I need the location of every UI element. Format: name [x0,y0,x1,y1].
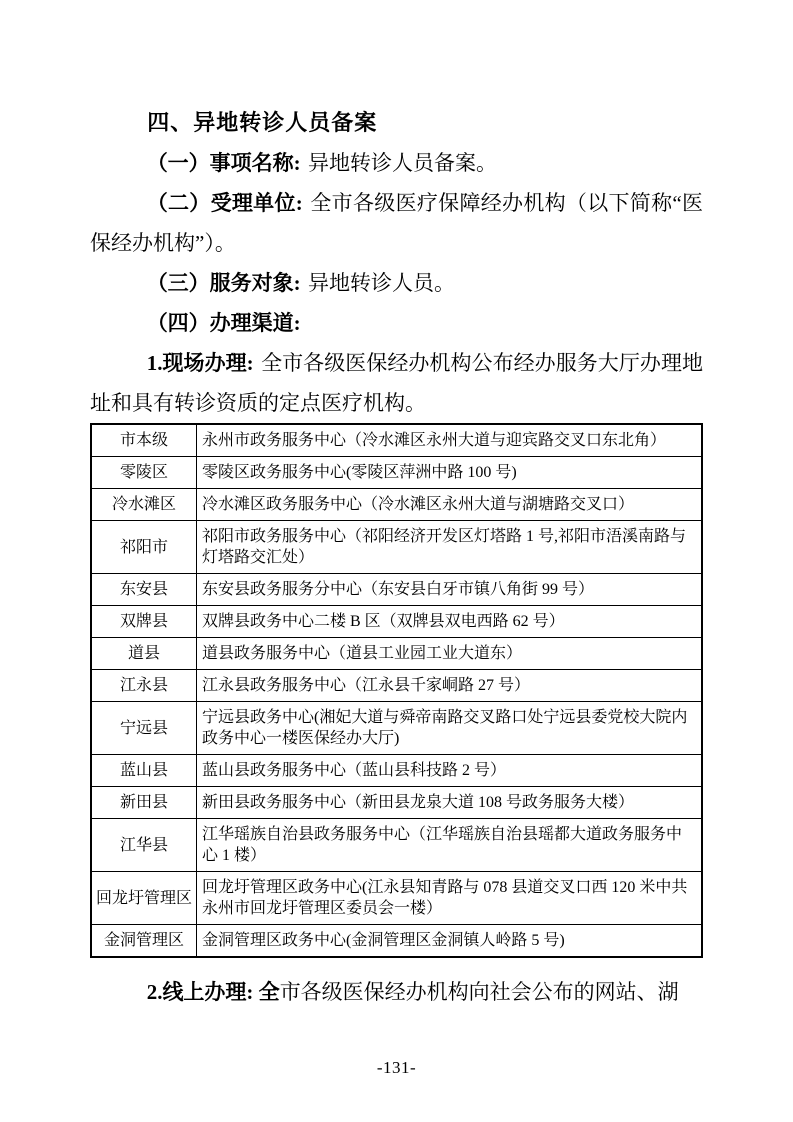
address-cell: 江永县政务服务中心（江永县千家峒路 27 号） [197,670,703,702]
office-table-body [91,424,702,957]
table-row [91,670,702,702]
region-cell: 东安县 [91,574,197,606]
table-row [91,925,702,958]
region-cell: 市本级 [91,424,197,457]
region-cell: 祁阳市 [91,521,197,574]
paragraph [90,343,703,423]
table-row [91,702,702,755]
table-row [91,872,702,925]
paragraph [90,303,703,343]
table-row [91,606,702,638]
region-cell: 回龙圩管理区 [91,872,197,925]
address-cell: 永州市政务服务中心（冷水滩区永州大道与迎宾路交叉口东北角） [197,424,703,457]
paragraph-label: （二）受理单位: [146,191,303,215]
paragraph [90,263,703,303]
paragraph [90,183,703,263]
section-heading: 四、异地转诊人员备案 [147,110,378,135]
address-cell: 蓝山县政务服务中心（蓝山县科技路 2 号） [197,755,703,787]
paragraph-text: 异地转诊人员。 [308,271,456,295]
address-cell: 道县政务服务中心（道县工业园工业大道东） [197,638,703,670]
address-cell: 祁阳市政务服务中心（祁阳经济开发区灯塔路 1 号,祁阳市浯溪南路与灯塔路交汇处） [197,521,703,574]
closing-paragraph-label: 2.线上办理: 全 [146,980,280,1004]
address-cell: 零陵区政务服务中心(零陵区萍洲中路 100 号) [197,457,703,489]
address-cell: 回龙圩管理区政务中心(江永县知青路与 078 县道交叉口西 120 米中共永州市回龙圩管理区委员会一楼） [197,872,703,925]
intro-paragraphs [90,143,703,423]
region-cell: 宁远县 [91,702,197,755]
table-row [91,489,702,521]
paragraph-label: 1.现场办理: [146,351,254,375]
closing-paragraph-text: 市各级医保经办机构向社会公布的网站、湖 [279,980,679,1004]
region-cell: 零陵区 [91,457,197,489]
table-row [91,457,702,489]
page-number: -131- [376,1058,417,1077]
paragraph-label: （四）办理渠道: [146,311,301,335]
address-cell: 金洞管理区政务中心(金洞管理区金洞镇人岭路 5 号) [197,925,703,958]
address-cell: 新田县政务服务中心（新田县龙泉大道 108 号政务服务大楼） [197,787,703,819]
service-center-table [90,423,703,958]
address-cell: 江华瑶族自治县政务服务中心（江华瑶族自治县瑶都大道政务服务中心 1 楼） [197,819,703,872]
address-cell: 双牌县政务中心二楼 B 区（双牌县双电西路 62 号） [197,606,703,638]
region-cell: 金洞管理区 [91,925,197,958]
address-cell: 宁远县政务中心(湘妃大道与舜帝南路交叉路口处宁远县委党校大院内政务中心一楼医保经办大厅) [197,702,703,755]
table-row [91,638,702,670]
region-cell: 蓝山县 [91,755,197,787]
address-cell: 冷水滩区政务服务中心（冷水滩区永州大道与湖塘路交叉口） [197,489,703,521]
table-row [91,819,702,872]
paragraph-text: 全市各级医疗保障经办机构（以下简称“医保经办机构”）。 [90,191,703,255]
region-cell: 江华县 [91,819,197,872]
paragraph-label: （一）事项名称: [146,151,301,175]
table-row [91,755,702,787]
region-cell: 道县 [91,638,197,670]
address-cell: 东安县政务服务分中心（东安县白牙市镇八角街 99 号） [197,574,703,606]
table-row [91,521,702,574]
paragraph-text: 异地转诊人员备案。 [308,151,498,175]
table-row [91,424,702,457]
region-cell: 双牌县 [91,606,197,638]
table-row [91,574,702,606]
paragraph-text: 全市各级医保经办机构公布经办服务大厅办理地址和具有转诊资质的定点医疗机构。 [90,351,703,415]
table-row [91,787,702,819]
region-cell: 冷水滩区 [91,489,197,521]
paragraph [90,143,703,183]
paragraph-label: （三）服务对象: [146,271,301,295]
region-cell: 新田县 [91,787,197,819]
region-cell: 江永县 [91,670,197,702]
closing-paragraph [90,972,703,1012]
